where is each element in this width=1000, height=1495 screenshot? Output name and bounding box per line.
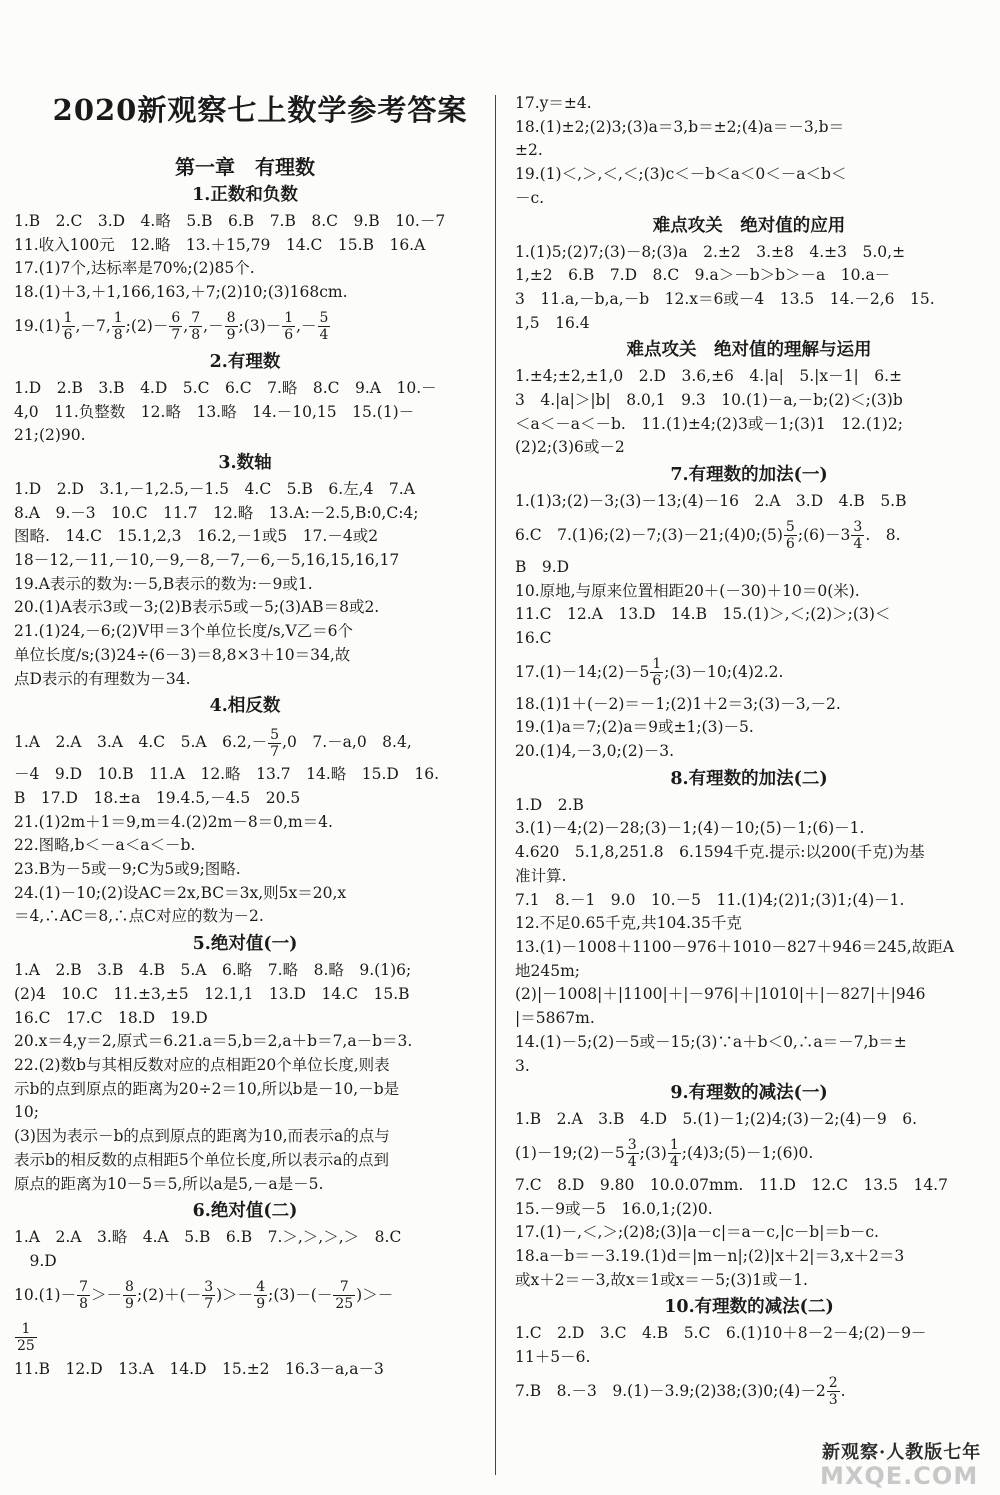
answer-line: 1.D 2.B — [515, 795, 584, 814]
chapter-heading: 第一章 有理数 — [175, 155, 315, 179]
answer-line: 20.x＝4,y＝2,原式＝6.21.a＝5,b＝2,a＋b＝7,a－b＝3. — [14, 1032, 413, 1051]
answer-line: 16.C 17.C 18.D 19.D — [14, 1008, 208, 1027]
answer-line: 19.(1)＜,＞,＜,＜;(3)c＜－b＜a＜0＜－a＜b＜ — [515, 165, 847, 184]
answer-line-fractions: 1.A 2.A 3.A 4.C 5.A 6.2,－ $\frac{5}{7}$ ,0 7.－a,0 8.4, — [14, 726, 412, 760]
answer-line: B 17.D 18.±a 19.4.5,－4.5 20.5 — [14, 788, 301, 807]
answer-line: 11.C 12.A 13.D 14.B 15.(1)＞,＜;(2)＞;(3)＜ — [515, 605, 891, 624]
section-heading: 8.有理数的加法(二) — [670, 768, 828, 789]
answer-line: 22.图略,b＜－a＜a＜－b. — [14, 836, 196, 855]
answer-line: 4,0 11.负整数 12.略 13.略 14.－10,15 15.(1)－ — [14, 402, 415, 421]
answer-line: 21.(1)2m＋1＝9,m＝4.(2)2m－8＝0,m＝4. — [14, 812, 333, 831]
fraction: $\frac{1}{6}$ — [652, 656, 662, 690]
answer-line: 20.(1)4,－3,0;(2)－3. — [515, 742, 675, 761]
answer-line: 14.(1)－5;(2)－5或－15;(3)∵a＋b＜0,∴a＝－7,b＝± — [515, 1032, 907, 1051]
answer-line: ±2. — [515, 141, 543, 160]
answer-line: 18.a－b＝－3.19.(1)d＝|m－n|;(2)|x＋2|＝3,x＋2＝3 — [515, 1247, 905, 1266]
answer-line: 1.B 2.C 3.D 4.略 5.B 6.B 7.B 8.C 9.B 10.－7 — [14, 212, 446, 230]
fraction: $\frac{5}{7}$ — [270, 726, 280, 760]
answer-line: 8.A 9.－3 10.C 11.7 12.略 13.A:－2.5,B:0,C:4; — [14, 503, 419, 522]
answer-line: 1.(1)5;(2)7;(3)－8;(3)a 2.±2 3.±8 4.±3 5.0,± — [515, 242, 906, 261]
answer-line: 20.(1)A表示3或－3;(2)B表示5或－5;(3)AB＝8或2. — [14, 598, 380, 617]
fraction: $\frac{7}{8}$ — [191, 310, 201, 344]
answer-line: (2)2;(3)6或－2 — [515, 438, 625, 457]
answer-line: －4 9.D 10.B 11.A 12.略 13.7 14.略 15.D 16. — [14, 765, 440, 784]
fraction: $\frac{5}{6}$ — [785, 519, 795, 553]
answer-line: 12.不足0.65千克,共104.35千克 — [515, 914, 742, 933]
answer-line: (2)4 10.C 11.±3,±5 12.1,1 13.D 14.C 15.B — [14, 984, 410, 1003]
answer-line: 3. — [515, 1056, 530, 1075]
answer-line: (2)|－1008|＋|1100|＋|－976|＋|1010|＋|－827|＋|946 — [515, 985, 926, 1004]
answer-line: 单位长度/s;(3)24÷(6－3)＝8,8×3＋10＝34,故 — [14, 645, 351, 664]
answer-line-fractions: 19.(1) $\frac{1}{6}$ ,－7, $\frac{1}{8}$ ;(2)－ $\frac{6}{7}$ , $\frac{7}{8}$ ,－ $\frac{8}{9}$ ;(3)－ $\frac{1}{6}$ ,－ $\frac{5}{4}$ — [14, 310, 329, 344]
answer-line: 原点的距离为10－5＝5,所以a是5,－a是－5. — [14, 1174, 324, 1193]
answer-line: ＝4,∴AC＝8,∴点C对应的数为－2. — [14, 907, 264, 926]
fraction: $\frac{3}{4}$ — [627, 1137, 637, 1171]
answer-line: |＝5867m. — [515, 1009, 595, 1028]
answer-line: 19.(1)a＝7;(2)a＝9或±1;(3)－5. — [515, 718, 754, 737]
answer-line: 1,5 16.4 — [515, 313, 590, 332]
section-heading: 1.正数和负数 — [192, 185, 298, 205]
answer-line: 7.1 8.－1 9.0 10.－5 11.(1)4;(2)1;(3)1;(4)－1. — [515, 890, 905, 909]
answer-line: 18.(1)＋3,＋1,166,163,＋7;(2)10;(3)168cm. — [14, 283, 348, 302]
section-heading: 难点攻关 绝对值的应用 — [652, 215, 846, 236]
fraction: $\frac{4}{9}$ — [256, 1279, 266, 1313]
fraction: $\frac{5}{4}$ — [319, 310, 329, 344]
answer-line: 图略. 14.C 15.1,2,3 16.2,－1或5 17.－4或2 — [14, 527, 379, 546]
answer-line: 点D表示的有理数为－34. — [14, 669, 191, 688]
section-heading: 难点攻关 绝对值的理解与运用 — [626, 340, 872, 361]
fraction: $\frac{8}{9}$ — [125, 1279, 134, 1313]
answer-line: 11.B 12.D 13.A 14.D 15.±2 16.3－a,a－3 — [14, 1359, 384, 1378]
answer-line: 1.B 2.A 3.B 4.D 5.(1)－1;(2)4;(3)－2;(4)－9 6. — [515, 1110, 918, 1129]
answer-line: 1.A 2.A 3.略 4.A 5.B 6.B 7.＞,＞,＞,＞ 8.C — [14, 1228, 402, 1247]
fraction: $\frac{8}{9}$ — [226, 310, 236, 344]
answer-line: 示b的点到原点的距离为20÷2＝10,所以b是－10,－b是 — [14, 1079, 400, 1098]
answer-line: 3 4.|a|＞|b| 8.0,1 9.3 10.(1)－a,－b;(2)＜;(3)b — [515, 391, 903, 410]
column-divider — [495, 95, 496, 1475]
section-heading: 4.相反数 — [209, 696, 281, 717]
section-heading: 10.有理数的减法(二) — [664, 1297, 834, 1318]
answer-line: 7.C 8.D 9.80 10.0.07mm. 11.D 12.C 13.5 14.7 — [515, 1175, 948, 1194]
answer-line: 17.(1)7个,达标率是70%;(2)85个. — [14, 259, 255, 278]
answer-line: 16.C — [515, 628, 552, 647]
answer-line: (3)因为表示－b的点到原点的距离为10,而表示a的点与 — [14, 1127, 390, 1146]
answer-line: 1.A 2.B 3.B 4.B 5.A 6.略 7.略 8.略 9.(1)6; — [14, 961, 412, 980]
answer-line: 17.(1)－,＜,＞;(2)8;(3)|a－c|＝a－c,|c－b|＝b－c. — [515, 1223, 879, 1242]
answer-line: 4.620 5.1,8,251.8 6.1594千克.提示:以200(千克)为基 — [515, 843, 925, 862]
answer-line: 1.D 2.B 3.B 4.D 5.C 6.C 7.略 8.C 9.A 10.－ — [14, 378, 437, 397]
fraction: $\frac{3}{4}$ — [853, 519, 863, 553]
answer-line: 3 11.a,－b,a,－b 12.x＝6或－4 13.5 14.－2,6 15. — [515, 289, 935, 308]
section-heading: 5.绝对值(一) — [192, 934, 298, 955]
answer-line: 10.原地,与原来位置相距20＋(－30)＋10＝0(米). — [515, 581, 860, 600]
answer-line: 13.(1)－1008＋1100－976＋1010－827＋946＝245,故距A — [515, 937, 954, 956]
answer-line-fractions: (1)－19;(2)－5 $\frac{3}{4}$ ;(3) $\frac{1}{4}$ ;(4)3;(5)－1;(6)0. — [515, 1137, 814, 1171]
fraction: $\frac{1}{25}$ — [17, 1321, 35, 1355]
fraction: $\frac{3}{7}$ — [204, 1279, 214, 1313]
answer-line: ＜a＜－a＜－b. 11.(1)±4;(2)3或－1;(3)1 12.(1)2; — [515, 414, 903, 433]
answer-line: 11.收入100元 12.略 13.＋15,79 14.C 15.B 16.A — [14, 235, 426, 254]
fraction: $\frac{7}{25}$ — [335, 1279, 354, 1313]
answer-line: 1.(1)3;(2)－3;(3)－13;(4)－16 2.A 3.D 4.B 5.B — [515, 492, 907, 511]
fraction: $\frac{1}{4}$ — [669, 1137, 679, 1171]
answer-line: 18.(1)±2;(2)3;(3)a＝3,b＝±2;(4)a＝－3,b＝ — [515, 117, 845, 136]
answer-line: 18.(1)1＋(－2)＝－1;(2)1＋2＝3;(3)－3,－2. — [515, 694, 841, 713]
answer-line: 18－12,－11,－10,－9,－8,－7,－6,－5,16,15,16,17 — [14, 551, 400, 570]
answer-line-fractions — [14, 1316, 476, 1358]
fraction: $\frac{7}{8}$ — [79, 1279, 89, 1313]
fraction: $\frac{1}{6}$ — [63, 310, 73, 344]
answer-line-fractions: 17.(1)－14;(2)－5 $\frac{1}{6}$ ;(3)－10;(4)2.2. — [515, 656, 784, 690]
answer-line: 准计算. — [515, 866, 567, 885]
section-heading: 9.有理数的减法(一) — [670, 1083, 828, 1104]
section-heading: 6.绝对值(二) — [192, 1201, 298, 1222]
answer-line: 24.(1)－10;(2)设AC＝2x,BC＝3x,则5x＝20,x — [14, 883, 347, 902]
answer-line: 17.y＝±4. — [515, 94, 592, 112]
answer-line: 21;(2)90. — [14, 426, 86, 445]
answer-line: 或x＋2＝－3,故x＝1或x＝－5;(3)1或－1. — [515, 1270, 808, 1289]
section-heading: 3.数轴 — [218, 452, 272, 473]
answer-line: 1.D 2.D 3.1,－1,2.5,－1.5 4.C 5.B 6.左,4 7.A — [14, 479, 415, 498]
fraction: $\frac{1}{8}$ — [113, 310, 123, 344]
answer-line: 11＋5－6. — [515, 1348, 591, 1367]
page-title: 2020新观察七上数学参考答案 — [52, 93, 468, 127]
answer-line: B 9.D — [515, 557, 570, 576]
answer-line: －c. — [515, 188, 545, 207]
fraction: $\frac{6}{7}$ — [171, 310, 181, 344]
left-column — [14, 154, 476, 1381]
answer-line: 1.±4;±2,±1,0 2.D 3.6,±6 4.|a| 5.|x－1| 6.± — [515, 367, 903, 386]
answer-line: 23.B为－5或－9;C为5或9;图略. — [14, 860, 241, 879]
fraction: $\frac{2}{3}$ — [828, 1375, 838, 1409]
answer-line: 1,±2 6.B 7.D 8.C 9.a＞－b＞b＞－a 10.a－ — [515, 266, 891, 285]
section-heading: 2.有理数 — [209, 351, 281, 372]
answer-line: 15.－9或－5 16.0,1;(2)0. — [515, 1199, 713, 1218]
answer-line: 19.A表示的数为:－5,B表示的数为:－9或1. — [14, 574, 313, 593]
section-heading: 7.有理数的加法(一) — [670, 465, 828, 486]
answer-line-fractions: 6.C 7.(1)6;(2)－7;(3)－21;(4)0;(5) $\frac{5}{6}$ ;(6)－3 $\frac{3}{4}$ . 8. — [515, 519, 901, 553]
answer-line: 9.D — [14, 1251, 57, 1270]
answer-line: 21.(1)24,－6;(2)V甲＝3个单位长度/s,V乙＝6个 — [14, 622, 354, 641]
watermark: MXQE.COM — [820, 1462, 979, 1490]
footer-brand: 新观察·人教版七年 — [822, 1442, 982, 1463]
right-column — [515, 92, 983, 1412]
answer-line-fractions: 7.B 8.－3 9.(1)－3.9;(2)38;(3)0;(4)－2 $\frac{2}{3}$ . — [515, 1375, 846, 1409]
answer-line: 表示b的相反数的点相距5个单位长度,所以表示a的点到 — [14, 1150, 389, 1169]
fraction: $\frac{1}{6}$ — [284, 310, 294, 344]
answer-line: 10; — [14, 1103, 39, 1122]
answer-line: 1.C 2.D 3.C 4.B 5.C 6.(1)10＋8－2－4;(2)－9－ — [515, 1324, 927, 1343]
answer-line: 3.(1)－4;(2)－28;(3)－1;(4)－10;(5)－1;(6)－1. — [515, 819, 865, 838]
answer-line-fractions: 10.(1)－ $\frac{7}{8}$ ＞－ $\frac{8}{9}$ ;(2)＋(－ $\frac{3}{7}$ )＞－ $\frac{4}{9}$ ;(3)－(－ $\frac{7}{25}$ )＞－ — [14, 1279, 394, 1313]
answer-line: 地245m; — [515, 961, 581, 980]
answer-line: 22.(2)数b与其相反数对应的点相距20个单位长度,则表 — [14, 1055, 390, 1074]
